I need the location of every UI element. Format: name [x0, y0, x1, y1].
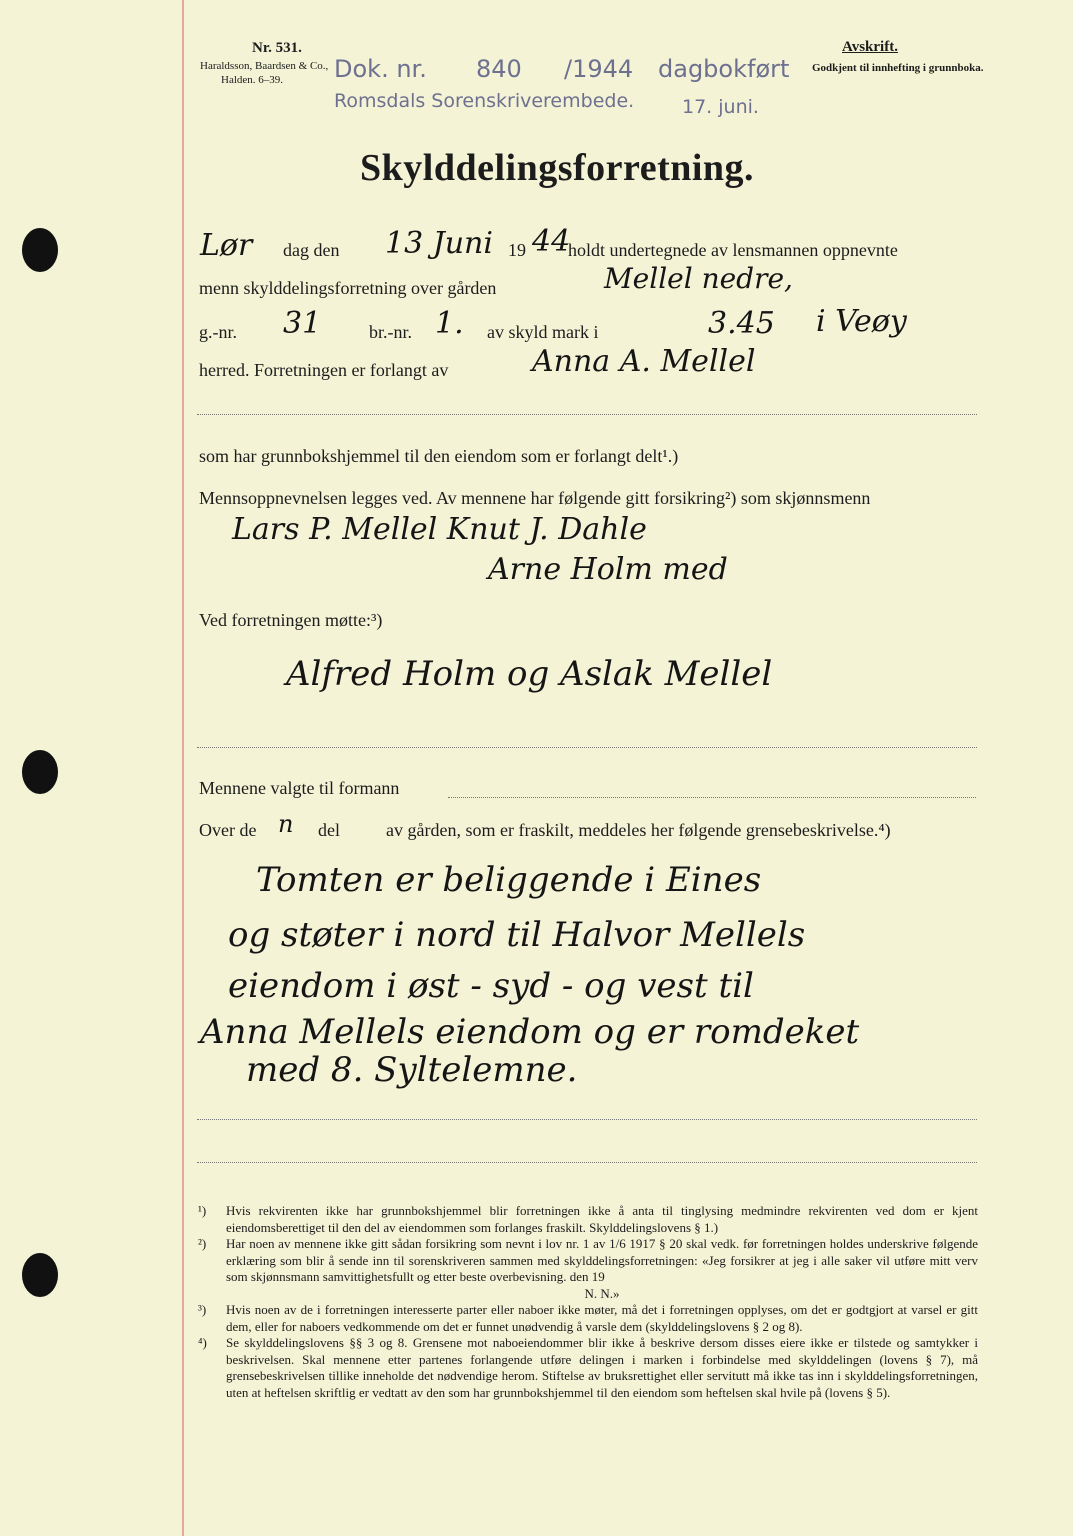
footnote-text: Se skylddelingslovens §§ 3 og 8. Grensene mot naboeiendommer blir ikke å beskrive dersom disses eiere ikke er tilstede og samtykker i beskrivelsen. Skal mennene etter partenes forlangende utføre delingen i marken i forbindelse med skylddelingen (lovens § 7), må grensebeskrivelsen tillike inneholde det nødvendige herom. Stiftelse av bruksrettighet eller servitutt må ikke tas inn i skylddelingsforretningen, uten at heftelsen skriftlig er vedtatt av den som har grunnbokshjemmel til den eiendom som heftelsen skal hvile på (lovens § 5). [226, 1335, 978, 1400]
blank-line [197, 1119, 977, 1120]
boundary-line: Tomten er beliggende i Eines [256, 860, 762, 900]
document-title: Skylddelingsforretning. [360, 147, 755, 189]
footnote-text: Har noen av mennene ikke gitt sådan forsikring som nevnt i lov nr. 1 av 1/6 1917 § 20 skal vedk. før forretningen holdes underskrive følgende erklæring som blir å sende inn til sorenskriveren sammen med skylddelingsforretningen: «Jeg forsikrer at jeg i alle saker vil utføre mitt verv som skjønnsmann samvittighetsfullt og etter beste overbevisning. den 19 [226, 1236, 978, 1284]
footnote-nn [198, 1286, 978, 1303]
footnote-text: Hvis rekvirenten ikke har grunnbokshjemmel blir forretningen ikke å anta til tinglysing medmindre rekvirenten ved dom er kjent eiendomsberettiget til den del av eiendommen som forlanges fraskilt. Skylddelingslovens § 1.) [226, 1203, 978, 1235]
punch-hole-bottom [22, 1253, 58, 1297]
hand-men-line-1: Lars P. Mellel Knut J. Dahle [232, 512, 647, 547]
footnote-text: Hvis noen av de i forretningen interesserte parter eller naboer ikke møter, må det i forretningen opplyses, om det er godtgjort at varsel er gitt dem, eller for naboers vedkommende om det er funnet unødvendig å varsle dem (skylddelingslovens § 2 og 8). [226, 1302, 978, 1334]
hand-mark: 3.45 [708, 306, 775, 341]
footnote-number [198, 1286, 226, 1303]
footnote-text: N. N.» [584, 1285, 620, 1301]
boundary-line: Anna Mellels eiendom og er romdeket [200, 1012, 860, 1052]
blank-line [197, 747, 977, 748]
boundary-line: og støter i nord til Halvor Mellels [228, 915, 806, 955]
copy-label: Avskrift. [842, 39, 898, 55]
stamp-date: 17. juni. [682, 96, 759, 118]
hand-farm: Mellel nedre, [604, 262, 793, 295]
label-menn: menn skylddelingsforretning over gården [199, 278, 497, 298]
label-holdt: holdt undertegnede av lensmannen oppnevnte [568, 240, 898, 260]
stamp-office: Romsdals Sorenskriverembede. [334, 90, 635, 112]
label-herred: herred. Forretningen er forlangt av [199, 360, 449, 380]
stamp-dagbokfort: dagbokført [658, 55, 790, 83]
hand-year: 44 [532, 224, 571, 259]
hand-requester: Anna A. Mellel [532, 344, 756, 379]
label-ved-forretningen: Ved forretningen møtte:³) [199, 610, 383, 630]
footnote-4 [198, 1335, 978, 1401]
label-formann: Mennene valgte til formann [199, 778, 400, 798]
label-grense: av gården, som er fraskilt, meddeles her følgende grensebeskrivelse.⁴) [386, 820, 891, 840]
punch-hole-top [22, 228, 58, 272]
form-number: Nr. 531. [252, 40, 302, 56]
stamp-doc-prefix: Dok. nr. [334, 55, 427, 83]
label-gnr: g.-nr. [199, 322, 237, 342]
footnote-2 [198, 1236, 978, 1286]
footnote-1 [198, 1203, 978, 1236]
hand-men-line-2: Arne Holm med [488, 552, 728, 587]
footnote-3 [198, 1302, 978, 1335]
label-av-skyld: av skyld mark i [487, 322, 599, 342]
formann-line [448, 797, 976, 798]
margin-line [182, 0, 184, 1536]
hand-attended: Alfred Holm og Aslak Mellel [286, 654, 773, 694]
label-brnr: br.-nr. [369, 322, 412, 342]
hand-gnr: 31 [283, 306, 322, 341]
label-grunnbok: som har grunnbokshjemmel til den eiendom som er forlangt delt¹.) [199, 446, 679, 466]
hand-date: 13 Juni [385, 226, 493, 261]
hand-day: Lør [200, 228, 253, 263]
hand-herred-name: i Veøy [816, 304, 907, 339]
approval-text: Godkjent til innhefting i grunnboka. [812, 62, 984, 74]
stamp-year: /1944 [564, 55, 634, 83]
label-year-prefix: 19 [508, 240, 526, 260]
blank-line [197, 1162, 977, 1163]
label-over-de: Over de [199, 820, 257, 840]
footnote-number: ⁴) [198, 1335, 207, 1350]
label-del: del [318, 820, 340, 840]
blank-line [197, 414, 977, 415]
hand-brnr: 1. [435, 306, 464, 341]
printer-line-2: Halden. 6–39. [221, 74, 284, 86]
stamp-doc-number: 840 [476, 55, 522, 83]
footnote-number: ¹) [198, 1203, 207, 1218]
boundary-line: eiendom i øst - syd - og vest til [228, 966, 754, 1006]
label-mennsopp: Mennsoppnevnelsen legges ved. Av mennene har følgende gitt forsikring²) som skjønnsmenn [199, 488, 871, 508]
label-dag-den: dag den [283, 240, 340, 260]
footnote-number: ²) [198, 1236, 207, 1251]
punch-hole-middle [22, 750, 58, 794]
footnotes [198, 1203, 978, 1401]
printer-line-1: Haraldsson, Baardsen & Co., [200, 60, 329, 72]
footnote-number: ³) [198, 1302, 207, 1317]
hand-over-de-suffix: n [278, 810, 294, 838]
boundary-line: med 8. Syltelemne. [246, 1050, 578, 1090]
